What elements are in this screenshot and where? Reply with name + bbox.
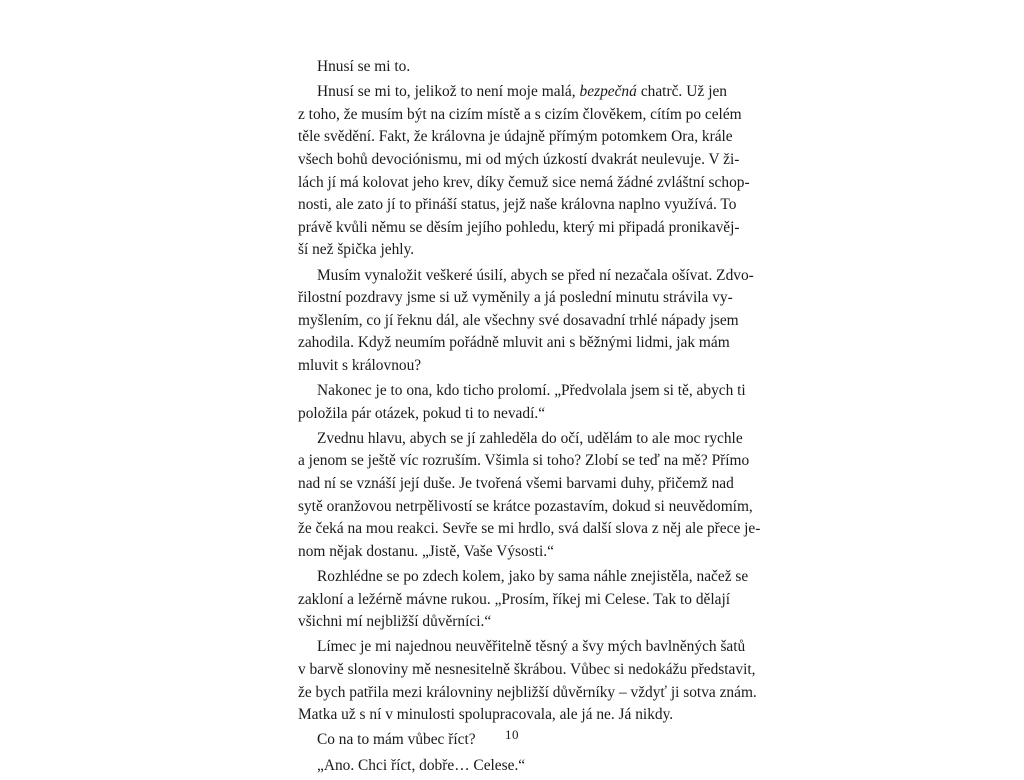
paragraph — [298, 265, 754, 378]
text-line: nosti, ale zato jí to přináší status, jejž naše královna naplno využívá. To — [298, 196, 737, 214]
paragraph — [298, 428, 761, 564]
text-line: že čeká na mou reakci. Sevře se mi hrdlo, svá další slova z něj ale přece je- — [298, 520, 761, 538]
text-line: Musím vynaložit veškeré úsilí, abych se před ní nezačala ošívat. Zdvo- — [317, 266, 754, 284]
text-line: Rozhlédne se po zdech kolem, jako by sama náhle znejistěla, načež se — [317, 568, 749, 586]
text-line: Co na to mám vůbec říct? — [317, 731, 476, 749]
text-line: z toho, že musím být na cizím místě a s cizím člověkem, cítím po celém — [298, 105, 742, 123]
body-text — [298, 56, 761, 780]
text-line: nad ní se vznáší její duše. Je tvořená všemi barvami duhy, přičemž nad — [298, 475, 734, 493]
text-line: mluvit s královnou? — [298, 356, 422, 374]
paragraph — [298, 81, 750, 262]
paragraph — [298, 56, 727, 79]
text-line: právě kvůli němu se děsím jejího pohledu, který mi připadá pronikavěj- — [298, 218, 740, 236]
text-line: všichni mí nejbližší důvěrníci.“ — [298, 613, 492, 631]
text-line: a jenom se ještě víc rozruším. Všimla si toho? Zlobí se teď na mě? Přímo — [298, 452, 750, 470]
text-line: Límec je mi najednou neuvěřitelně těsný a švy mých bavlněných šatů — [317, 638, 746, 656]
text-line: Hnusí se mi to. — [317, 58, 411, 75]
text-line: Zvednu hlavu, abych se jí zahleděla do očí, udělám to ale moc rychle — [317, 429, 743, 447]
text-line: „Ano. Chci říct, dobře… Celese.“ — [317, 756, 526, 774]
text-line: všech bohů devociónismu, mi od mých úzkostí dvakrát neulevuje. V ži- — [298, 150, 740, 168]
paragraph — [298, 380, 746, 425]
text-line: položila pár otázek, pokud ti to nevadí.“ — [298, 404, 546, 422]
text-line: v barvě slonoviny mě nesnesitelně škrábou. Vůbec si nedokážu představit, — [298, 661, 756, 678]
text-line: nom nějak dostanu. „Jistě, Vaše Výsosti.“ — [298, 542, 554, 560]
text-line: Hnusí se mi to, jelikož to není moje malá, bezpečná chatrč. Už jen — [317, 83, 727, 101]
text-line: myšlením, co jí řeknu dál, ale všechny své dosavadní trhlé nápady jsem — [298, 311, 739, 329]
paragraph — [298, 636, 757, 726]
page-number: 10 — [505, 727, 519, 742]
text-line: Nakonec je to ona, kdo ticho prolomí. „Předvolala jsem si tě, abych ti — [317, 382, 746, 400]
text-line: zakloní a ležérně mávne rukou. „Prosím, říkej mi Celese. Tak to dělají — [298, 590, 731, 608]
paragraph — [298, 566, 749, 634]
text-line: zahodila. Když neumím pořádně mluvit ani s běžnými lidmi, jak mám — [298, 334, 730, 352]
emphasis: bezpečná — [579, 83, 637, 101]
text-line: lách jí má kolovat jeho krev, díky čemuž sice nemá žádné zvláštní schop- — [298, 173, 750, 191]
text-line: sytě oranžovou netrpělivostí se krátce pozastavím, dokud si neuvědomím, — [298, 497, 753, 515]
text-line: řilostní pozdravy jsme si už vyměnily a já poslední minutu strávila vy- — [298, 289, 733, 307]
text-line: že bych patřila mezi královniny nejbližší důvěrníky – vždyť ji sotva znám. — [298, 683, 757, 701]
text-line: těle svědění. Fakt, že královna je údajně přímým potomkem Ora, krále — [298, 128, 733, 146]
text-line: Matka už s ní v minulosti spolupracovala, ale já ne. Já nikdy. — [298, 706, 674, 724]
text-line: ší než špička jehly. — [298, 241, 415, 259]
paragraph — [298, 755, 727, 778]
